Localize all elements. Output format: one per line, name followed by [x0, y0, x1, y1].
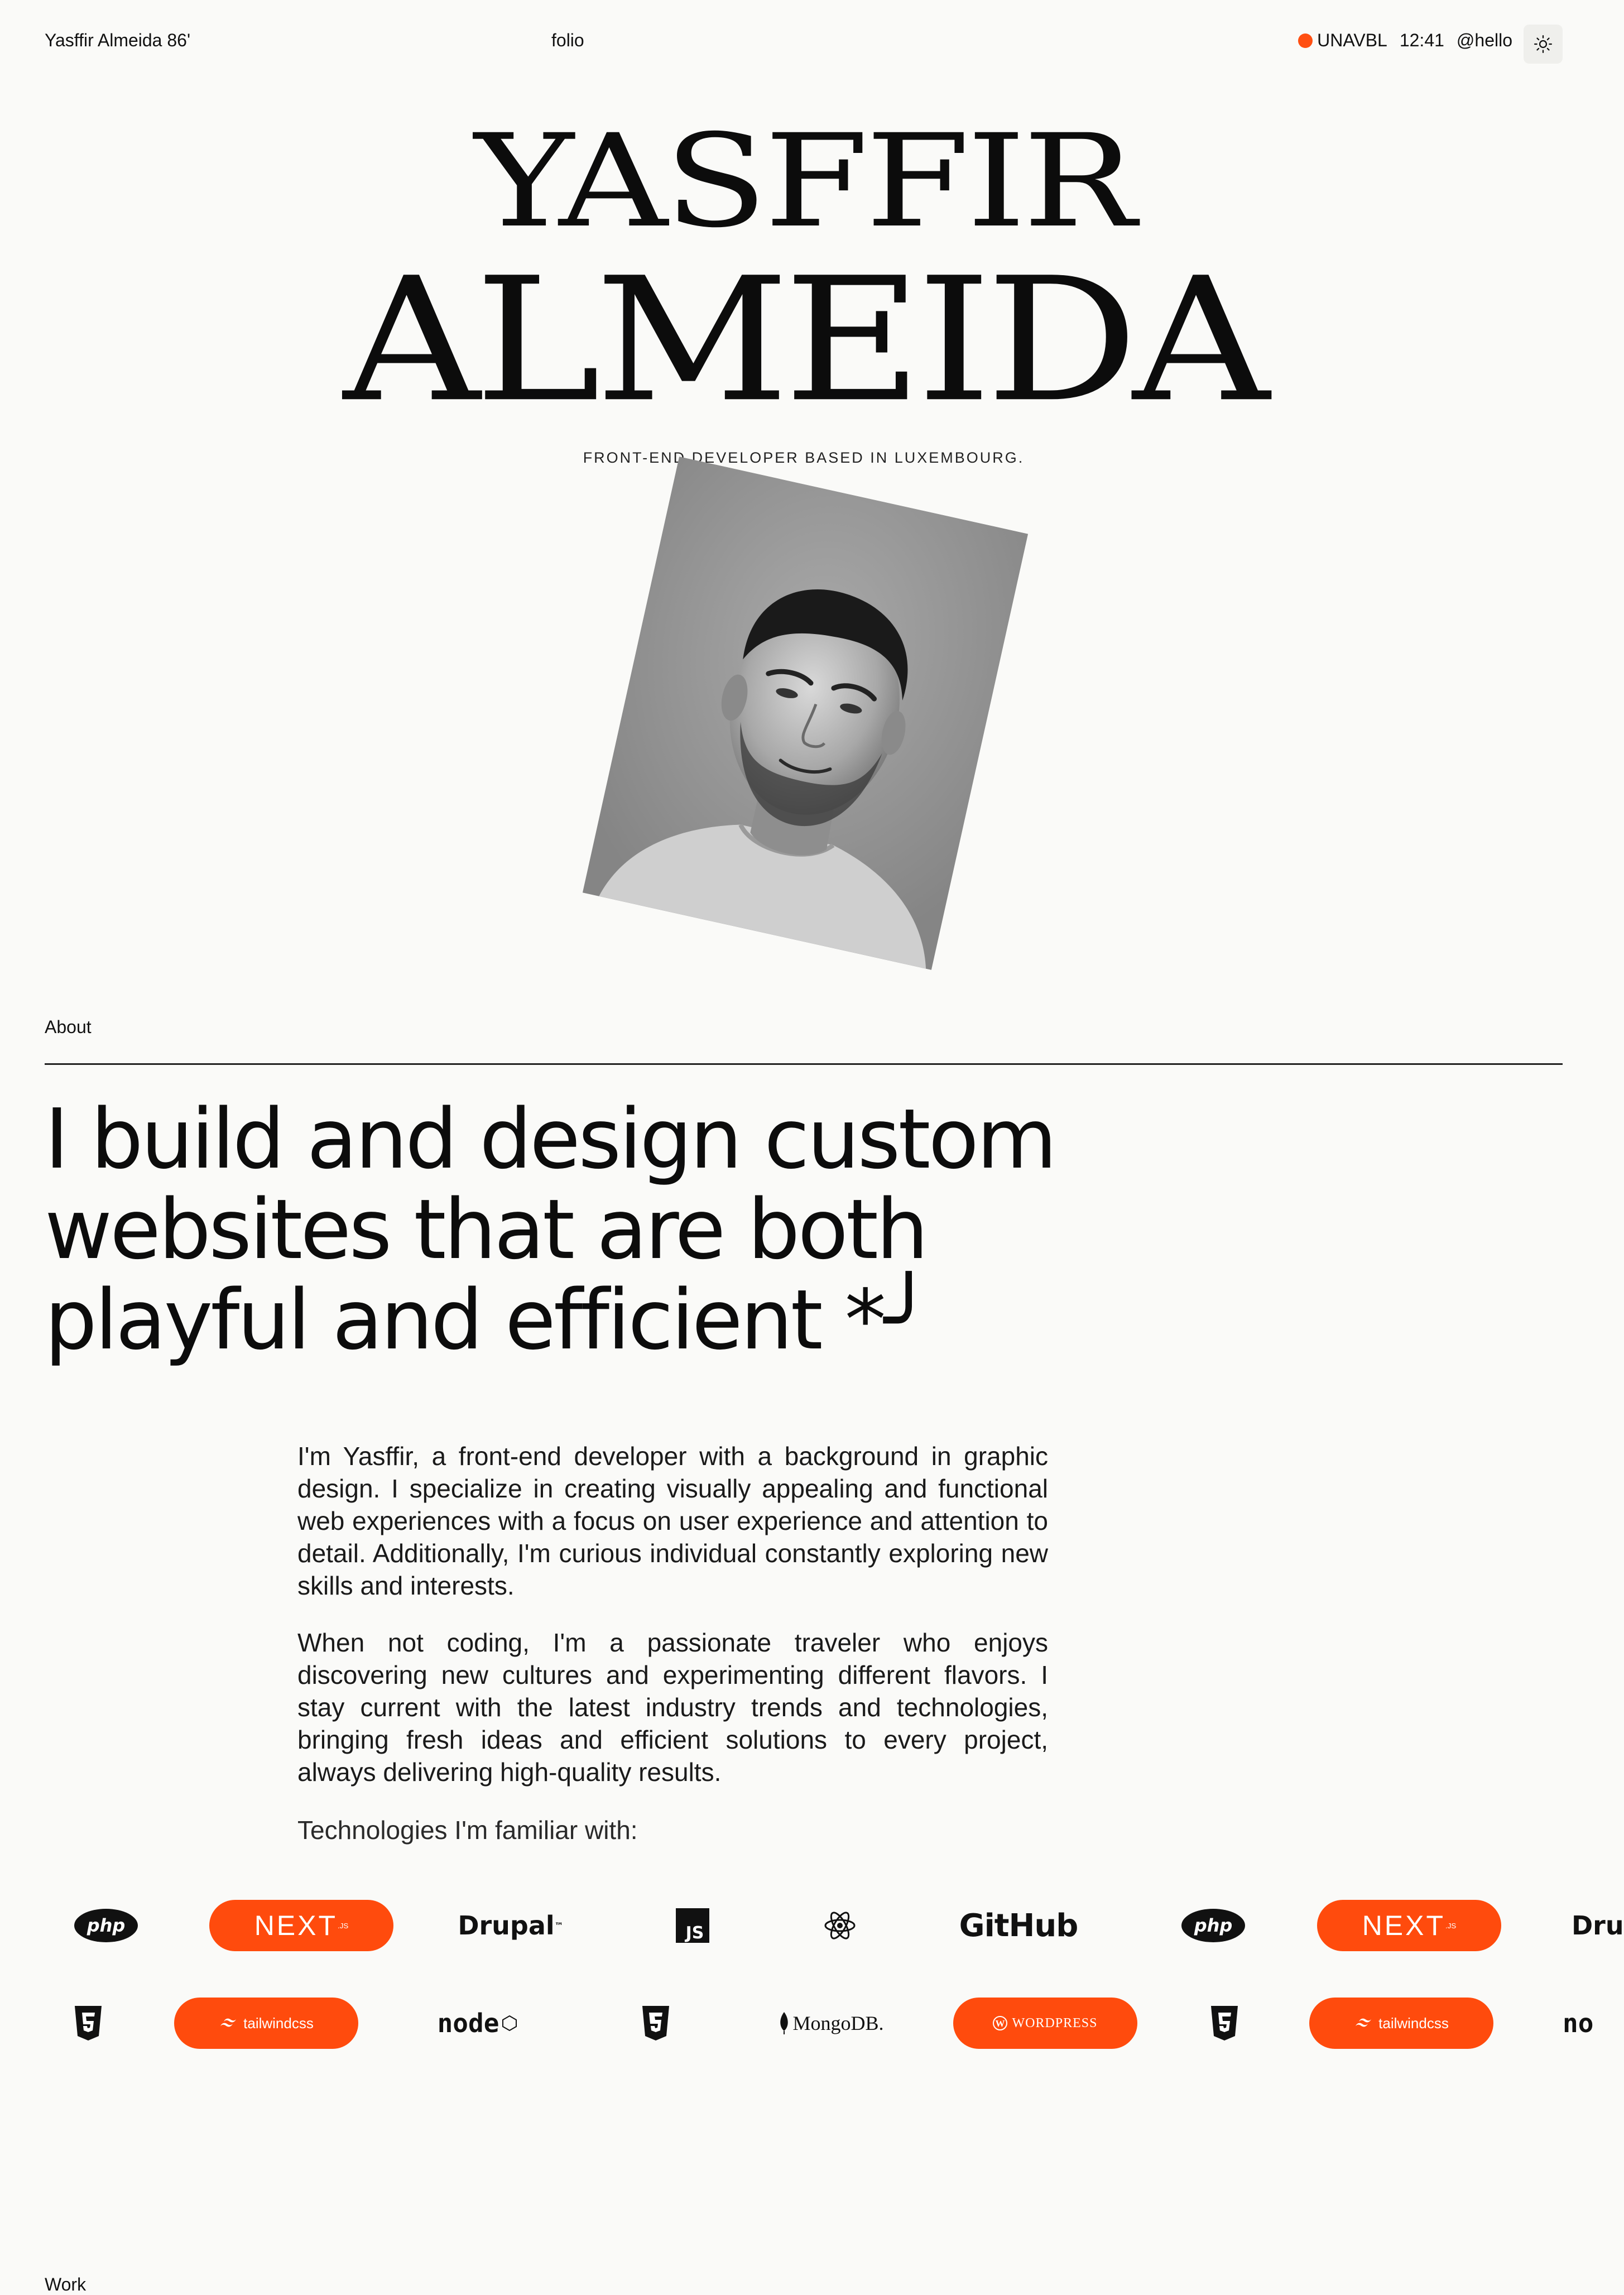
drupal-tm-mark: ™ [554, 1920, 564, 1931]
contact-link[interactable]: @hello [1456, 30, 1512, 50]
css3-logo [640, 1995, 671, 2051]
tailwind-logo-repeat [1309, 1998, 1493, 2049]
nextjs-logo-repeat [1317, 1900, 1501, 1951]
php-logo-repeat [1179, 1898, 1248, 1953]
mongodb-leaf-icon [779, 2012, 789, 2034]
tailwind-wave-icon [219, 2017, 238, 2029]
nextjs-logo-repeat-text: NEXT [1362, 1910, 1446, 1941]
headline-line-3 [45, 1272, 1105, 1368]
hero-last-name: ALMEIDA [343, 241, 1265, 440]
portrait-illustration [583, 457, 1028, 970]
html5-logo [73, 1995, 104, 2051]
nextjs-logo [209, 1900, 393, 1951]
tailwind-logo [174, 1998, 358, 2049]
headline-line-2: websites that are both [45, 1182, 926, 1278]
top-bar [0, 0, 1607, 84]
section-label-work: Work [45, 2274, 87, 2294]
headline-line-3-text: playful and efficient * [45, 1272, 884, 1368]
tailwind-wave-icon [1354, 2017, 1373, 2029]
html5-logo-repeat [1209, 1995, 1240, 2051]
status-dot-icon [1298, 33, 1313, 48]
javascript-logo [675, 1898, 710, 1953]
drupal-logo-text: Drupal [458, 1910, 555, 1941]
javascript-logo-text: JS [685, 1923, 704, 1943]
php-logo-repeat-text: php [1194, 1915, 1233, 1936]
nodejs-logo-partial: no [1563, 2008, 1594, 2038]
wordpress-logo [953, 1998, 1137, 2049]
tech-logo-row-2 [0, 1995, 1607, 2051]
hero-subtitle: FRONT-END DEVELOPER BASED IN LUXEMBOURG. [583, 449, 1025, 466]
nodejs-logo-text: node [437, 2008, 499, 2038]
nextjs-logo-text: NEXT [254, 1910, 338, 1941]
nextjs-logo-suffix: .JS [338, 1921, 349, 1930]
about-headline [45, 1091, 1105, 1368]
availability-status [1298, 30, 1512, 51]
github-logo: GitHub [959, 1907, 1078, 1944]
wordpress-logo-text: WORDPRESS [1012, 2015, 1098, 2030]
mongodb-logo [781, 1995, 882, 2051]
nextjs-logo-repeat-suffix: .JS [1445, 1921, 1457, 1930]
php-logo-text: php [87, 1915, 126, 1936]
section-label-about: About [45, 1017, 92, 1037]
smile-mark-icon: ╯ [883, 1272, 931, 1368]
section-divider [45, 1063, 1563, 1065]
nav-folio-link[interactable]: folio [551, 30, 584, 50]
tailwind-logo-text: tailwindcss [243, 2014, 314, 2032]
brand-link[interactable]: Yasffir Almeida 86' [45, 30, 191, 50]
hero-first-name: YASFFIR [474, 106, 1133, 256]
theme-toggle-button[interactable] [1524, 25, 1563, 64]
profile-photo [583, 457, 1028, 970]
nodejs-hex-icon [502, 2015, 517, 2031]
wordpress-w-icon [993, 2016, 1007, 2030]
drupal-logo-partial: Dru [1572, 1910, 1624, 1941]
headline-line-1: I build and design custom [45, 1091, 1055, 1187]
tailwind-logo-repeat-text: tailwindcss [1378, 2014, 1449, 2032]
bio-paragraph-2: When not coding, I'm a passionate traveler who enjoys discovering new cultures and experimenting different flavors. I stay current with the latest industry trends and technologies, bringing fresh ideas and efficient solutions to every project, always delivering high-quality results. [297, 1628, 1048, 1787]
technologies-label: Technologies I'm familiar with: [297, 1816, 638, 1845]
about-bio [297, 1440, 1048, 1813]
drupal-logo [458, 1898, 564, 1953]
svg-text:W: W [995, 2018, 1005, 2029]
tech-logo-row-1 [0, 1898, 1624, 1953]
nodejs-logo [427, 1995, 527, 2051]
sun-icon [1534, 35, 1553, 54]
react-logo [824, 1898, 856, 1953]
bio-paragraph-1: I'm Yasffir, a front-end developer with a background in graphic design. I specialize in creating visually appealing and functional web experiences with a focus on user experience and attention to detail. Additionally, I'm curious individual constantly exploring new skills and interests. [297, 1442, 1048, 1600]
status-text: UNAVBL [1317, 30, 1387, 50]
mongodb-logo-text: MongoDB. [792, 2012, 884, 2034]
clock-text: 12:41 [1399, 30, 1444, 50]
php-logo [71, 1898, 141, 1953]
